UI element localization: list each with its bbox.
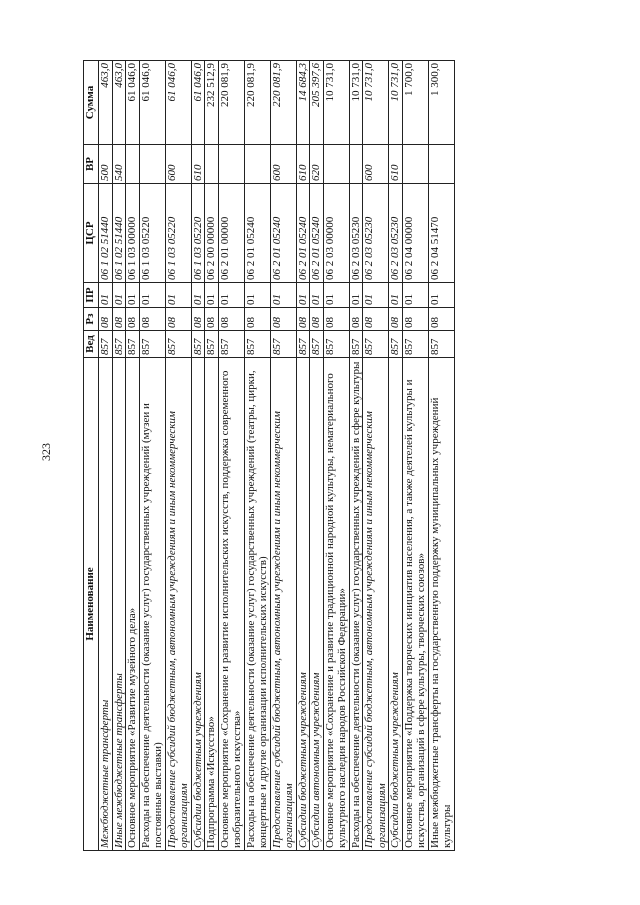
cell-vr [244,145,270,184]
cell-name: Расходы на обеспечение деятельности (оказание услуг) государственных учреждений (театры, цирки, концертные и другие организации исполнительских искусств) [244,358,270,851]
cell-pr: 01 [205,283,219,308]
cell-name: Иные межбюджетные трансферты [112,358,126,851]
cell-ved: 857 [310,331,324,358]
cell-sum: 463,0 [112,61,126,145]
header-rz: Рз [84,308,99,331]
cell-ved: 857 [244,331,270,358]
cell-csr: 06 1 02 51440 [112,184,126,283]
cell-rz: 08 [389,308,403,331]
table-row [126,61,140,851]
header-sum: Сумма [84,61,99,145]
cell-name: Предоставление субсидий бюджетным, автономным учреждениям и иным некоммерческим организациям [165,358,191,851]
cell-vr [139,145,165,184]
cell-rz: 08 [310,308,324,331]
table-row [244,61,270,851]
cell-ved: 857 [270,331,296,358]
cell-name: Основное мероприятие «Поддержка творческих инициатив населения, а также деятелей культуры и искусства, организаций в сфере культуры, творческих союзов» [402,358,428,851]
cell-sum: 1 700,0 [402,61,428,145]
cell-sum: 61 046,0 [191,61,205,145]
cell-sum: 10 731,0 [349,61,363,145]
cell-rz: 08 [402,308,428,331]
cell-name: Подпрограмма «Искусство» [205,358,219,851]
cell-sum: 10 731,0 [363,61,389,145]
cell-name: Расходы на обеспечение деятельности (оказание услуг) государственных учреждений (музеи и постоянные выставки) [139,358,165,851]
cell-sum: 220 081,9 [218,61,244,145]
cell-pr: 01 [323,283,349,308]
cell-name: Субсидии бюджетным учреждениям [296,358,310,851]
cell-csr: 06 2 01 05240 [270,184,296,283]
cell-sum: 232 512,9 [205,61,219,145]
table-row [296,61,310,851]
cell-name: Иные межбюджетные трансферты на государственную поддержку муниципальных учреждений культуры [428,358,454,851]
cell-vr: 610 [191,145,205,184]
cell-pr: 01 [296,283,310,308]
table-row [112,61,126,851]
cell-csr: 06 1 03 00000 [126,184,140,283]
cell-vr [126,145,140,184]
cell-csr: 06 2 04 00000 [402,184,428,283]
budget-table [83,60,455,851]
cell-pr: 01 [402,283,428,308]
cell-name: Субсидии автономным учреждениям [310,358,324,851]
cell-vr [218,145,244,184]
cell-rz: 08 [126,308,140,331]
cell-csr: 06 1 03 05220 [165,184,191,283]
cell-pr: 01 [112,283,126,308]
table-row [191,61,205,851]
table-row [428,61,454,851]
cell-csr: 06 1 02 51440 [99,184,113,283]
cell-ved: 857 [323,331,349,358]
cell-vr [323,145,349,184]
table-row [218,61,244,851]
cell-sum: 14 684,3 [296,61,310,145]
cell-sum: 1 300,0 [428,61,454,145]
table-row [363,61,389,851]
cell-rz: 08 [99,308,113,331]
cell-csr: 06 2 03 00000 [323,184,349,283]
cell-csr: 06 2 01 05240 [296,184,310,283]
table-row [349,61,363,851]
cell-sum: 463,0 [99,61,113,145]
cell-rz: 08 [191,308,205,331]
table-row [402,61,428,851]
cell-csr: 06 2 01 00000 [218,184,244,283]
cell-name: Межбюджетные трансферты [99,358,113,851]
rotated-page-content [83,61,620,851]
cell-ved: 857 [428,331,454,358]
cell-ved: 857 [363,331,389,358]
cell-rz: 08 [218,308,244,331]
cell-vr: 600 [363,145,389,184]
cell-rz: 08 [165,308,191,331]
cell-pr: 01 [191,283,205,308]
cell-csr: 06 2 03 05230 [389,184,403,283]
cell-csr: 06 2 03 05230 [363,184,389,283]
cell-vr: 600 [270,145,296,184]
cell-ved: 857 [389,331,403,358]
cell-vr: 610 [389,145,403,184]
cell-pr: 01 [428,283,454,308]
cell-csr: 06 1 03 05220 [191,184,205,283]
header-vr: ВР [84,145,99,184]
header-pr: ПР [84,283,99,308]
cell-name: Основное мероприятие «Развитие музейного дела» [126,358,140,851]
cell-pr: 01 [349,283,363,308]
cell-vr: 540 [112,145,126,184]
cell-pr: 01 [389,283,403,308]
cell-csr: 06 2 00 00000 [205,184,219,283]
table-row [139,61,165,851]
cell-pr: 01 [99,283,113,308]
cell-name: Предоставление субсидий бюджетным, автономным учреждениям и иным некоммерческим организациям [363,358,389,851]
cell-rz: 08 [428,308,454,331]
cell-vr [349,145,363,184]
cell-pr: 01 [310,283,324,308]
cell-name: Основное мероприятие «Сохранение и развитие исполнительских искусств, поддержка современного изобразительного искусства» [218,358,244,851]
cell-vr: 500 [99,145,113,184]
cell-ved: 857 [99,331,113,358]
cell-name: Расходы на обеспечение деятельности (оказание услуг) государственных учреждений в сфере культуры [349,358,363,851]
cell-csr: 06 2 01 05240 [244,184,270,283]
cell-rz: 08 [363,308,389,331]
cell-rz: 08 [323,308,349,331]
cell-ved: 857 [402,331,428,358]
cell-pr: 01 [165,283,191,308]
cell-rz: 08 [349,308,363,331]
cell-name: Субсидии бюджетным учреждениям [389,358,403,851]
table-row [205,61,219,851]
cell-csr: 06 2 03 05230 [349,184,363,283]
cell-sum: 220 081,9 [270,61,296,145]
table-row [310,61,324,851]
page-number: 323 [39,443,53,461]
cell-vr: 620 [310,145,324,184]
cell-csr: 06 2 01 05240 [310,184,324,283]
cell-pr: 01 [363,283,389,308]
cell-ved: 857 [139,331,165,358]
cell-rz: 08 [296,308,310,331]
cell-csr: 06 1 03 05220 [139,184,165,283]
cell-vr [428,145,454,184]
table-header-row [84,61,99,851]
cell-vr: 600 [165,145,191,184]
cell-ved: 857 [205,331,219,358]
cell-ved: 857 [126,331,140,358]
table-row [270,61,296,851]
table-row [389,61,403,851]
table-row [165,61,191,851]
header-name: Наименование [84,358,99,851]
header-ved: Вед [84,331,99,358]
table-row [99,61,113,851]
cell-rz: 08 [244,308,270,331]
cell-rz: 08 [205,308,219,331]
cell-pr: 01 [218,283,244,308]
cell-pr: 01 [244,283,270,308]
cell-ved: 857 [112,331,126,358]
cell-sum: 61 046,0 [139,61,165,145]
cell-rz: 08 [270,308,296,331]
cell-ved: 857 [165,331,191,358]
cell-vr: 610 [296,145,310,184]
cell-pr: 01 [139,283,165,308]
cell-sum: 10 731,0 [389,61,403,145]
table-row [323,61,349,851]
cell-ved: 857 [191,331,205,358]
cell-pr: 01 [270,283,296,308]
cell-csr: 06 2 04 51470 [428,184,454,283]
cell-name: Субсидии бюджетным учреждениям [191,358,205,851]
cell-rz: 08 [139,308,165,331]
cell-ved: 857 [349,331,363,358]
cell-vr [402,145,428,184]
cell-sum: 61 046,0 [165,61,191,145]
cell-rz: 08 [112,308,126,331]
header-csr: ЦСР [84,184,99,283]
cell-vr [205,145,219,184]
cell-sum: 220 081,9 [244,61,270,145]
cell-sum: 61 046,0 [126,61,140,145]
cell-pr: 01 [126,283,140,308]
cell-name: Основное мероприятие «Сохранение и развитие традиционной народной культуры, нематериального культурного наследия народов Российской Федерации» [323,358,349,851]
cell-name: Предоставление субсидий бюджетным, автономным учреждениям и иным некоммерческим организациям [270,358,296,851]
cell-ved: 857 [218,331,244,358]
cell-sum: 10 731,0 [323,61,349,145]
cell-ved: 857 [296,331,310,358]
cell-sum: 205 397,6 [310,61,324,145]
